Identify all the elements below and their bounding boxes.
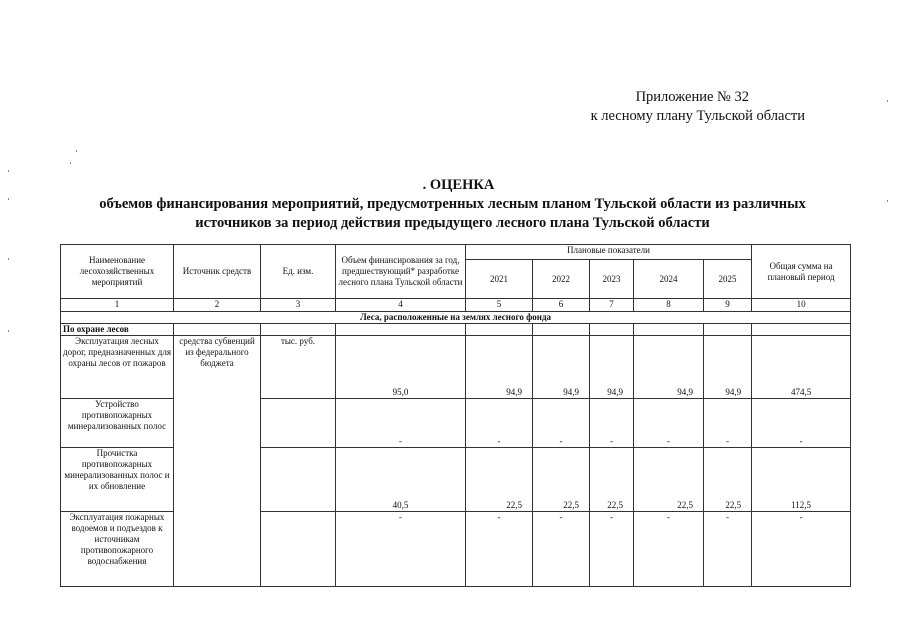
scan-speck <box>8 330 9 332</box>
value-2022: 94,9 <box>533 336 590 399</box>
section-title: Леса, расположенные на землях лесного фонда <box>61 312 851 324</box>
scan-speck <box>8 258 9 260</box>
activity-name: Прочистка противопожарных минерализованных полос и их обновление <box>61 448 174 512</box>
col-number: 10 <box>752 299 851 312</box>
col-number: 7 <box>590 299 634 312</box>
header-name: Наименование лесохозяйственных мероприятий <box>61 245 174 299</box>
prev-volume: - <box>336 512 466 587</box>
header-row-1 <box>61 245 851 260</box>
empty-cell <box>590 324 634 336</box>
empty-cell <box>533 324 590 336</box>
activity-name: Устройство противопожарных минерализованных полос <box>61 399 174 448</box>
col-number: 2 <box>174 299 261 312</box>
header-year-2024: 2024 <box>634 260 704 299</box>
col-number: 6 <box>533 299 590 312</box>
appendix-number: Приложение № 32 <box>635 89 749 105</box>
value-2025: - <box>704 512 752 587</box>
value-2021: 22,5 <box>466 448 533 512</box>
value-2021: - <box>466 512 533 587</box>
value-2024: 22,5 <box>634 448 704 512</box>
header-unit: Ед. изм. <box>261 245 336 299</box>
header-year-2021: 2021 <box>466 260 533 299</box>
value-2023: 22,5 <box>590 448 634 512</box>
value-2021: - <box>466 399 533 448</box>
empty-cell <box>261 512 336 587</box>
empty-cell <box>261 399 336 448</box>
empty-cell <box>466 324 533 336</box>
empty-cell <box>704 324 752 336</box>
appendix-note <box>591 88 805 126</box>
column-number-row <box>61 299 851 312</box>
header-prev-volume: Объем финансирования за год, предшествующий* разработке лесного плана Тульской области <box>336 245 466 299</box>
value-2021: 94,9 <box>466 336 533 399</box>
scan-speck <box>76 150 77 152</box>
value-2024: - <box>634 512 704 587</box>
total-value: - <box>752 399 851 448</box>
value-2023: - <box>590 512 634 587</box>
value-2023: - <box>590 399 634 448</box>
scan-speck <box>8 170 9 172</box>
col-number: 9 <box>704 299 752 312</box>
group-title: По охране лесов <box>61 324 174 336</box>
empty-cell <box>634 324 704 336</box>
total-value: 474,5 <box>752 336 851 399</box>
appendix-subtitle: к лесному плану Тульской области <box>590 108 805 124</box>
empty-cell <box>752 324 851 336</box>
unit-value: тыс. руб. <box>261 336 336 399</box>
financing-table <box>60 244 851 587</box>
col-number: 3 <box>261 299 336 312</box>
scan-speck <box>887 100 888 102</box>
value-2022: - <box>533 512 590 587</box>
col-number: 5 <box>466 299 533 312</box>
value-2022: - <box>533 399 590 448</box>
title-heading: . ОЦЕНКА <box>422 177 495 193</box>
header-total: Общая сумма на плановый период <box>752 245 851 299</box>
source-value: средства субвенций из федерального бюджета <box>174 336 261 587</box>
empty-cell <box>261 448 336 512</box>
prev-volume: 95,0 <box>336 336 466 399</box>
total-value: 112,5 <box>752 448 851 512</box>
col-number: 1 <box>61 299 174 312</box>
value-2024: 94,9 <box>634 336 704 399</box>
header-year-2022: 2022 <box>533 260 590 299</box>
header-year-2025: 2025 <box>704 260 752 299</box>
total-value: - <box>752 512 851 587</box>
activity-name: Эксплуатация пожарных водоемов и подъездов к источникам противопожарного водоснабжения <box>61 512 174 587</box>
empty-cell <box>336 324 466 336</box>
table-row <box>61 336 851 399</box>
section-row <box>61 312 851 324</box>
prev-volume: 40,5 <box>336 448 466 512</box>
header-year-2023: 2023 <box>590 260 634 299</box>
empty-cell <box>261 324 336 336</box>
empty-cell <box>174 324 261 336</box>
value-2022: 22,5 <box>533 448 590 512</box>
value-2024: - <box>634 399 704 448</box>
col-number: 8 <box>634 299 704 312</box>
title-line-2: объемов финансирования мероприятий, предусмотренных лесным планом Тульской области из различных <box>99 196 806 212</box>
group-row <box>61 324 851 336</box>
value-2025: 94,9 <box>704 336 752 399</box>
value-2025: - <box>704 399 752 448</box>
scan-speck <box>70 162 71 164</box>
title-line-3: источников за период действия предыдущего лесного плана Тульской области <box>195 215 710 231</box>
header-planned: Плановые показатели <box>466 245 752 260</box>
activity-name: Эксплуатация лесных дорог, предназначенных для охраны лесов от пожаров <box>61 336 174 399</box>
value-2025: 22,5 <box>704 448 752 512</box>
header-source: Источник средств <box>174 245 261 299</box>
document-title <box>0 176 905 233</box>
prev-volume: - <box>336 399 466 448</box>
col-number: 4 <box>336 299 466 312</box>
value-2023: 94,9 <box>590 336 634 399</box>
